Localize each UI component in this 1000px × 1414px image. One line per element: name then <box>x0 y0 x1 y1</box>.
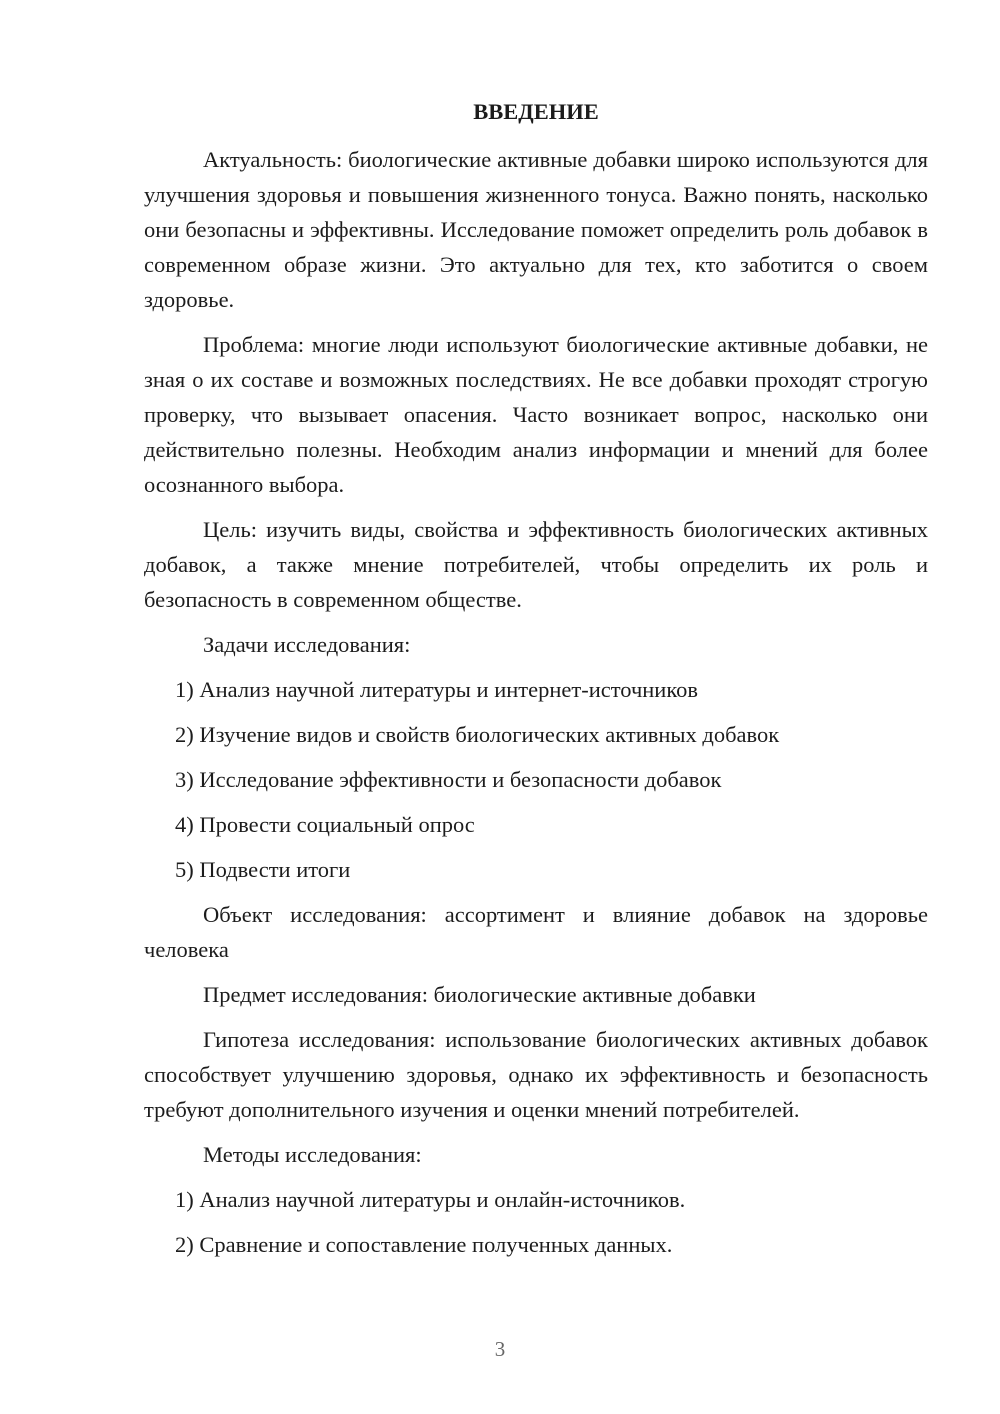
list-item: 2) Сравнение и сопоставление полученных данных. <box>175 1232 673 1257</box>
list-item: 4) Провести социальный опрос <box>175 812 475 837</box>
subject-paragraph: Предмет исследования: биологические активные добавки <box>203 982 756 1007</box>
list-item: 1) Анализ научной литературы и интернет-источников <box>175 677 699 702</box>
tasks-heading: Задачи исследования: <box>203 632 411 657</box>
list-item: 1) Анализ научной литературы и онлайн-источников. <box>175 1187 686 1212</box>
relevance-paragraph: Актуальность: биологические активные добавки широко используются для улучшения здоровья и повышения жизненного тонуса. Важно понять, насколько они безопасны и эффективны. Исследование поможет определить роль добавок в современном образе жизни. Это актуально для тех, кто заботится о своем здоровье. <box>144 147 928 312</box>
page-number: 3 <box>494 1337 506 1361</box>
hypothesis-paragraph: Гипотеза исследования: использование биологических активных добавок способствует улучшению здоровья, однако их эффективность и безопасность требуют дополнительного изучения и оценки мнений потребителей. <box>144 1027 928 1122</box>
list-item: 3) Исследование эффективности и безопасности добавок <box>175 767 722 792</box>
methods-heading: Методы исследования: <box>203 1142 422 1167</box>
methods-list <box>144 1182 928 1262</box>
problem-paragraph: Проблема: многие люди используют биологические активные добавки, не зная о их составе и возможных последствиях. Не все добавки проходят строгую проверку, что вызывает опасения. Часто возникает вопрос, насколько они действительно полезны. Необходим анализ информации и мнений для более осознанного выбора. <box>144 332 928 497</box>
list-item: 2) Изучение видов и свойств биологических активных добавок <box>175 722 780 747</box>
goal-paragraph: Цель: изучить виды, свойства и эффективность биологических активных добавок, а также мнение потребителей, чтобы определить их роль и безопасность в современном обществе. <box>144 517 928 612</box>
tasks-list <box>144 672 928 887</box>
object-paragraph: Объект исследования: ассортимент и влияние добавок на здоровье человека <box>144 902 928 962</box>
list-item: 5) Подвести итоги <box>175 857 351 882</box>
page-title: ВВЕДЕНИЕ <box>473 99 599 124</box>
body-text <box>144 142 928 1272</box>
